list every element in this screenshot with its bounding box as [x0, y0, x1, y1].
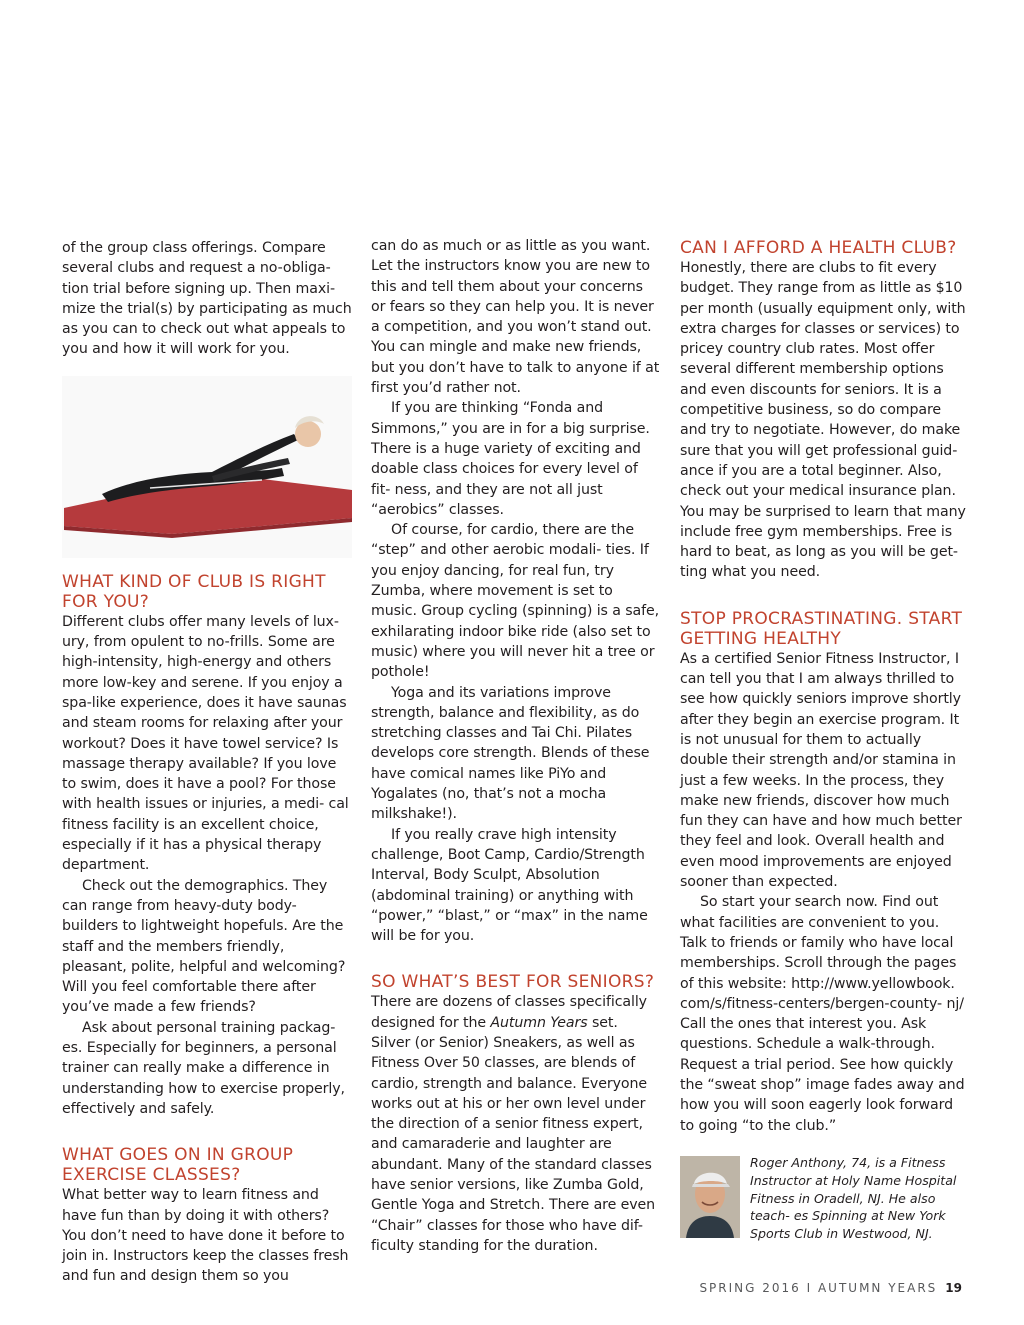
best-text-a: There are dozens of classes specifically designed for the	[371, 994, 647, 1031]
paragraph-high-intensity: If you really crave high intensity challenge, Boot Camp, Cardio/Strength Interval, Body Sculpt, Absolution (abdominal training) or anything with “power,” “blast,” or “max” in the name will be for you.	[371, 826, 648, 945]
paragraph-start-search: So start your search now. Find out what facilities are convenient to you. Talk to friends or family who have local memberships. Scroll through the pages of this website: http://www.yellowbook. com/s/fitness-centers/bergen-county- nj/ Call the ones that interest you. Ask questions. Schedule a walk-through. Request a trial period. See how quickly the “sweat shop” image fades away and how you will soon eagerly look forward to going “to the club.”	[680, 894, 965, 1134]
paragraph-group-exercise: What better way to learn fitness and have fun than by doing it with others? You don’t need to have done it before to join in. Instructors keep the classes fresh and fun and design them so you	[62, 1187, 349, 1285]
heading-best-for-seniors: SO WHAT’S BEST FOR SENIORS?	[371, 972, 655, 993]
author-bio	[680, 1154, 970, 1242]
heading-afford: CAN I AFFORD A HEALTH CLUB?	[680, 238, 957, 258]
column-1	[62, 238, 352, 1287]
author-bio-text: Roger Anthony, 74, is a Fitness Instructor at Holy Name Hospital Fitness in Oradell, NJ. He also teach- es Spinning at New York Sports Club in Westwood, NJ.	[750, 1155, 957, 1242]
issue-label: SPRING 2016 I AUTUMN YEARS	[699, 1281, 938, 1295]
pilates-photo	[62, 376, 352, 558]
paragraph-afford: Honestly, there are clubs to fit every budget. They range from as little as $10 per month (usually equipment only, with extra charges for classes or services) to pricey country club rates. Most offer several different membership options and even discounts for seniors. It is a competitive business, so do compare and try to negotiate. However, do make sure that you will get professional guid- ance if you are a total beginner. Also, check out your medical insurance plan. You may be surprised to learn that many include free gym memberships. Free is hard to beat, as long as you will be get- ting what you need.	[680, 260, 966, 581]
pilates-photo-illustration	[62, 376, 352, 558]
paragraph-fonda: If you are thinking “Fonda and Simmons,” you are in for a big surprise. There is a huge variety of exciting and doable class choices for every level of fit- ness, and they are not all just “aerobics” classes.	[371, 400, 650, 518]
heading-stop-procrastinating: STOP PROCRASTINATING. START GETTING HEALTHY	[680, 608, 963, 649]
paragraph-kind-of-club: Different clubs offer many levels of lux- ury, from opulent to no-frills. Some are high-intensity, high-energy and others more low-key and serene. If you enjoy a spa-like experience, does it have saunas and steam rooms for relaxing after your workout? Does it have towel service? Is massage therapy available? If you love to swim, does it have a pool? For those with health issues or injuries, a medi- cal fitness facility is an excellent choice, especially if it has a physical therapy department.	[62, 613, 349, 874]
paragraph-demographics: Check out the demographics. They can range from heavy-duty body- builders to lightweight hopefuls. Are the staff and the members friendly, pleasant, polite, helpful and welcoming? Will you feel comfortable there after you’ve made a few friends?	[62, 877, 346, 1016]
heading-kind-of-club: WHAT KIND OF CLUB IS RIGHT FOR YOU?	[62, 571, 326, 612]
paragraph-yoga: Yoga and its variations improve strength, balance and flexibility, as do stretching classes and Tai Chi. Pilates develops core strength. Blends of these have comical names like PiYo and Yogalates (no, that’s not a mocha milkshake!).	[371, 684, 650, 823]
page-number: 19	[945, 1281, 962, 1295]
paragraph-stop: As a certified Senior Fitness Instructor, I can tell you that I am always thrilled to see how quickly seniors improve shortly after they begin an exercise program. It is not unusual for them to actually double their strength and/or stamina in just a few weeks. In the process, they make new friends, discover how much fun they can have and how much better they feel and look. Overall health and even mood improvements are enjoyed sooner than expected.	[680, 650, 962, 891]
autumn-years-emphasis: Autumn Years	[490, 1014, 588, 1031]
paragraph-cardio: Of course, for cardio, there are the “step” and other aerobic modali- ties. If you enjoy dancing, for real fun, try Zumba, where movement is set to music. Group cycling (spinning) is a safe, exhilarating indoor bike ride (also set to music) where you will never hit a tree or pothole!	[371, 522, 660, 681]
author-portrait	[680, 1156, 740, 1238]
column-3	[680, 238, 970, 1136]
intro-paragraph: of the group class offerings. Compare several clubs and request a no-obliga- tion trial before signing up. Then maxi- mize the trial(s) by participating as much as you can to check out what appeals to you and how it will work for you.	[62, 240, 352, 358]
best-text-b: set. Silver (or Senior) Sneakers, as well as Fitness Over 50 classes, are blends of cardio, strength and balance. Everyone works out at his or her own level under the direction of a senior fitness expert, and camaraderie and laughter are abundant. Many of the standard classes have senior versions, like Zumba Gold, Gentle Yoga and Stretch. There are even “Chair” classes for those who have dif- ficulty standing for the duration.	[371, 1014, 656, 1254]
column-2	[371, 236, 661, 1256]
paragraph-personal-training: Ask about personal training packag- es. Especially for beginners, a personal trainer can really make a difference in understanding how to exercise properly, effectively and safely.	[62, 1019, 345, 1117]
heading-group-exercise: WHAT GOES ON IN GROUP EXERCISE CLASSES?	[62, 1145, 294, 1186]
paragraph-continued: can do as much or as little as you want. Let the instructors know you are new to this and tell them about your concerns or fears so they can help you. It is never a competition, and you won’t stand out. You can mingle and make new friends, but you don’t have to talk to anyone if at first you’d rather not.	[371, 238, 660, 397]
paragraph-best-for-seniors	[371, 992, 661, 1256]
page-footer	[699, 1281, 962, 1295]
